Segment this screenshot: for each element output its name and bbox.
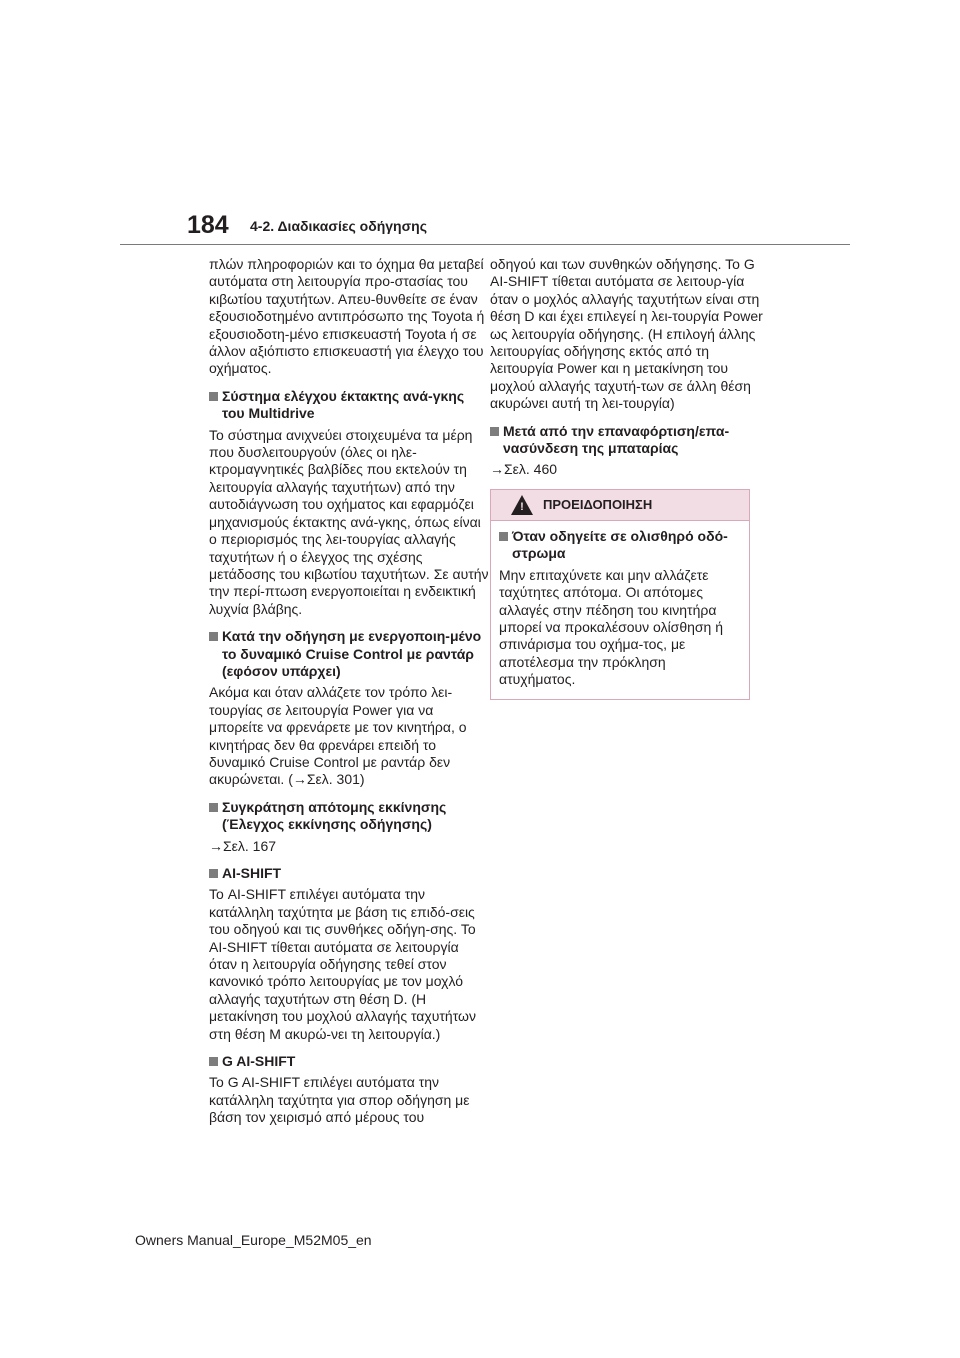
bullet-square-icon xyxy=(209,869,218,878)
warning-exclamation-icon: ! xyxy=(520,500,524,513)
bullet-square-icon xyxy=(209,1057,218,1066)
header-rule xyxy=(120,244,850,245)
section-heading xyxy=(209,388,489,423)
section-paragraph: Ακόμα και όταν αλλάζετε τον τρόπο λει-τουργίας σε λειτουργία Power για να μπορείτε να φρενάρετε με τον κινητήρα, ο κινητήρας δεν θα φρενάρει επειδή το δυναμικό Cruise Control με ραντάρ δεν ακυρώνεται. (→Σελ. 301) xyxy=(209,684,467,788)
section-heading-text: Μετά από την επαναφόρτιση/επα-νασύνδεση της μπαταρίας xyxy=(503,422,730,457)
warning-box xyxy=(490,489,750,700)
section-heading-text: G AI-SHIFT xyxy=(222,1053,296,1070)
intro-paragraph: πλών πληροφοριών και το όχημα θα μεταβεί αυτόματα στη λειτουργία προ-στασίας του κιβωτίου ταχυτήτων. Απευ-θυνθείτε σε έναν εξουσιοδοτημένο αντιπρόσωπο της Toyota ή εξουσιοδοτη-μένο επισκευαστή Toyota ή σε άλλον αξιόπιστο επισκευαστή για έλεγχο του οχήματος. xyxy=(209,256,485,377)
section-heading-text: AI-SHIFT xyxy=(222,865,282,881)
warning-heading-text: Όταν οδηγείτε σε ολισθηρό οδό-στρωμα xyxy=(512,527,728,562)
bullet-square-icon xyxy=(499,532,508,541)
section-heading xyxy=(209,799,489,834)
section-heading xyxy=(209,1053,489,1070)
section-heading xyxy=(209,628,489,680)
section-paragraph: Το σύστημα ανιχνεύει στοιχευμένα τα μέρη που δυσλειτουργούν (όλες οι ηλε-κτρομαγνητικές βαλβίδες που εκτελούν τη λειτουργία αλλαγής ταχυτήτων) από την αυτοδιάγνωση του οχήματος και εφαρμόζει μηχανισμούς έκτακτης ανά-γκης, όπως είναι ο περιορισμός της λει-τουργίας αλλαγής ταχυτήτων ή ο έλεγχος της σχέσης μετάδοσης του κιβωτίου ταχυτήτων. Σε αυτήν την περί-πτωση ενεργοποιείται η ενδεικτική λυχνία βλάβης. xyxy=(209,426,489,617)
continued-paragraph: οδηγού και των συνθηκών οδήγησης. Το G AI-SHIFT τίθεται αυτόματα σε λειτουρ-γία όταν ο μοχλός αλλαγής ταχυτήτων είναι στη θέση D και έχει επιλεγεί η λει-τουργία Power ως λειτουργία οδήγησης. (Η επιλογή άλλης λειτουργίας οδήγησης εκτός από τη λειτουργία Power και η μετακίνηση του μοχλού αλλαγής ταχυτή-των σε άλλη θέση ακυρώνει αυτή τη λει-τουργία) xyxy=(490,256,763,412)
warning-body xyxy=(491,521,749,699)
page-reference: →Σελ. 167 xyxy=(209,837,277,854)
section-heading-text: Συγκράτηση απότομης εκκίνησης (Έλεγχος εκκίνησης οδήγησης) xyxy=(222,798,447,833)
section-heading-text: Σύστημα ελέγχου έκτακτης ανά-γκης του Multidrive xyxy=(222,387,465,422)
page-number: 184 xyxy=(187,211,229,239)
warning-text: Μην επιταχύνετε και μην αλλάζετε ταχύτητες απότομα. Οι απότομες αλλαγές στην πέδηση του κινητήρα μπορεί να προκαλέσουν ολίσθηση ή σπινάρισμα του οχήμα-τος, με αποτέλεσμα την πρόκληση ατυχήματος. xyxy=(499,566,723,688)
section-paragraph: Το AI-SHIFT επιλέγει αυτόματα την κατάλληλη ταχύτητα με βάση τις επιδό-σεις του οδηγού και τις συνθήκες οδήγη-σης. Το AI-SHIFT τίθεται αυτόματα σε λειτουργία όταν η λειτουργία οδήγησης τεθεί στον κανονικό τρόπο λειτουργίας με τον μοχλό αλλαγής ταχυτήτων στη θέση D. (Η μετακίνηση του μοχλού αλλαγής ταχυτήτων στη θέση M ακυρώ-νει τη λειτουργία.) xyxy=(209,886,476,1042)
section-heading xyxy=(209,865,489,882)
right-column xyxy=(490,256,770,700)
bullet-square-icon xyxy=(209,392,218,401)
section-paragraph: Το G AI-SHIFT επιλέγει αυτόματα την κατάλληλη ταχύτητα για σπορ οδήγηση με βάση τον χειρισμό από μέρους του xyxy=(209,1074,470,1126)
warning-heading xyxy=(499,528,741,563)
left-column xyxy=(209,256,489,1137)
section-heading-text: Κατά την οδήγηση με ενεργοποιη-μένο το δυναμικό Cruise Control με ραντάρ (εφόσον υπάρχει) xyxy=(222,628,482,679)
section-title: 4-2. Διαδικασίες οδήγησης xyxy=(250,218,428,234)
footer-text: Owners Manual_Europe_M52M05_en xyxy=(135,1232,372,1248)
page-reference: →Σελ. 460 xyxy=(490,461,558,478)
bullet-square-icon xyxy=(209,803,218,812)
section-heading xyxy=(490,423,770,458)
warning-title: ΠΡΟΕΙΔΟΠΟΙΗΣΗ xyxy=(543,496,653,512)
warning-header xyxy=(491,490,749,521)
bullet-square-icon xyxy=(490,427,499,436)
bullet-square-icon xyxy=(209,632,218,641)
